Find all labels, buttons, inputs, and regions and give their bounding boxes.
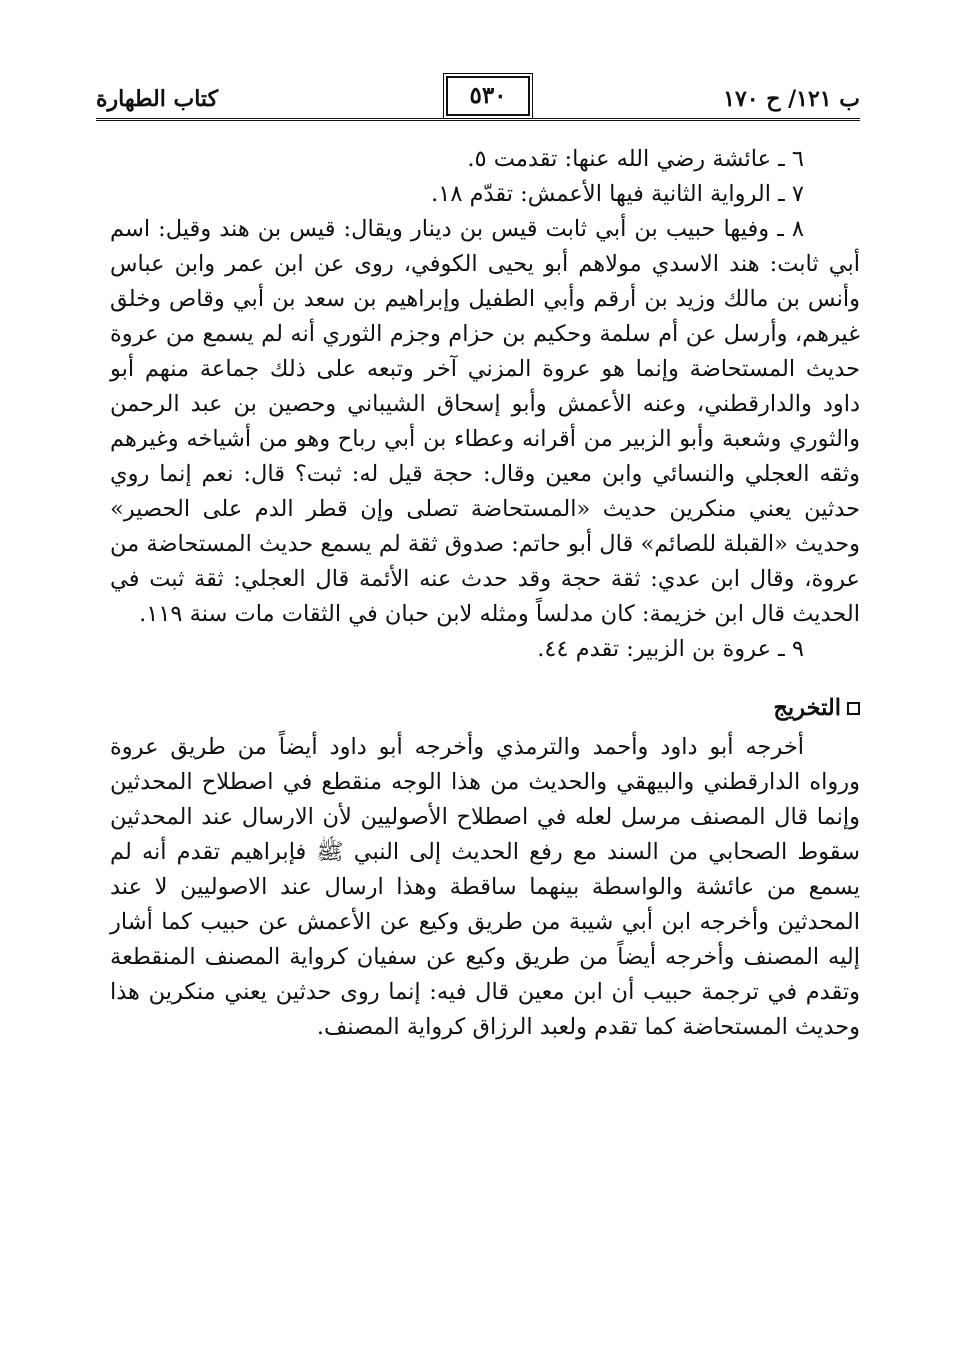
page-number: ٥٣٠ (446, 76, 530, 116)
narrator-entry-7: ٧ ـ الرواية الثانية فيها الأعمش: تقدّم ١٨. (431, 181, 804, 207)
takhrij-heading (110, 691, 860, 726)
takhrij-heading-label: التخريج (773, 695, 841, 721)
square-bullet-icon (847, 702, 860, 715)
page-header (96, 76, 860, 120)
narrator-entry-6: ٦ ـ عائشة رضي الله عنها: تقدمت ٥. (467, 146, 804, 172)
header-rule (96, 118, 860, 121)
main-text (110, 142, 860, 1045)
takhrij-paragraph: أخرجه أبو داود وأحمد والترمذي وأخرجه أبو داود أيضاً من طريق عروة ورواه الدارقطني والبيهقي والحديث من هذا الوجه منقطع في اصطلاح المحدثين وإنما قال المصنف مرسل لعله في اصطلاح الأصوليين لأن الارسال عند المحدثين سقوط الصحابي من السند مع رفع الحديث إلى النبي ﷺ فإبراهيم تقدم أنه لم يسمع من عائشة والواسطة بينهما ساقطة وهذا ارسال عند الاصوليين لا عند المحدثين وأخرجه ابن أبي شيبة من طريق وكيع عن الأعمش عن حبيب كما أشار إليه المصنف وأخرجه أيضاً من طريق وكيع عن سفيان كرواية المصنف المنقطعة وتقدم في ترجمة حبيب أن ابن معين قال فيه: إنما روى حدثين يعني منكرين هذا وحديث المستحاضة كما تقدم ولعبد الرزاق كرواية المصنف. (110, 734, 860, 1040)
narrator-entry-8: ٨ ـ وفيها حبيب بن أبي ثابت قيس بن دينار ويقال: قيس بن هند وقيل: اسم أبي ثابت: هند الاسدي مولاهم أبو يحيى الكوفي، روى عن ابن عمر وابن عباس وأنس بن مالك وزيد بن أرقم وأبي الطفيل وإبراهيم بن سعد بن أبي وقاص وخلق غيرهم، وأرسل عن أم سلمة وحكيم بن حزام وجزم الثوري أنه لم يسمع من عروة حديث المستحاضة وإنما هو عروة المزني آخر وتبعه على ذلك جماعة منهم أبو داود والدارقطني، وعنه الأعمش وأبو إسحاق الشيباني وحصين بن عبد الرحمن والثوري وشعبة وأبو الزبير من أقرانه وعطاء بن أبي رباح وهو من أشياخه وغيرهم وثقه العجلي والنسائي وابن معين وقال: حجة قيل له: ثبت؟ قال: نعم إنما روي حدثين يعني منكرين حديث «المستحاضة تصلى وإن قطر الدم على الحصير» وحديث «القبلة للصائم» قال أبو حاتم: صدوق ثقة لم يسمع حديث المستحاضة من عروة، وقال ابن عدي: ثقة حجة وقد حدث عنه الأئمة قال العجلي: ثقة ثبت في الحديث قال ابن خزيمة: كان مدلساً ومثله لابن حبان في الثقات مات سنة ١١٩. (110, 216, 860, 627)
book-title: كتاب الطهارة (96, 86, 219, 112)
narrator-entry-9: ٩ ـ عروة بن الزبير: تقدم ٤٤. (537, 636, 804, 662)
hadith-reference: ب ١٢١/ ح ١٧٠ (723, 86, 860, 112)
